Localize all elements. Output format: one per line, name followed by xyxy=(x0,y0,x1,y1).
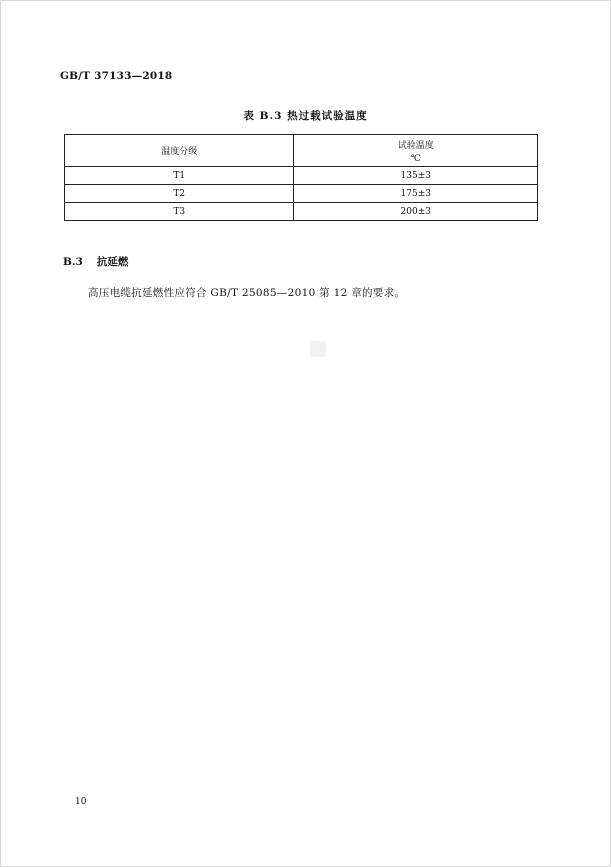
temperature-cell: 200±3 xyxy=(294,203,538,221)
header-cell-grade xyxy=(65,135,294,167)
grade-cell: T2 xyxy=(65,185,294,203)
section-title: 抗延燃 xyxy=(96,256,129,268)
section-body-text: 高压电缆抗延燃性应符合 GB/T 25085—2010 第 12 章的要求。 xyxy=(88,287,406,299)
table-row xyxy=(65,203,538,221)
page-number: 10 xyxy=(75,797,87,807)
table-row xyxy=(65,185,538,203)
section-heading xyxy=(63,254,128,269)
watermark-mark xyxy=(310,341,326,357)
table-header-row xyxy=(65,135,538,167)
header-cell-temperature xyxy=(294,135,538,167)
header-grade-label: 温度分级 xyxy=(161,147,198,157)
section-number: B.3 xyxy=(63,256,83,268)
table-title: 表 B.3 热过载试验温度 xyxy=(243,110,368,122)
temperature-cell: 175±3 xyxy=(294,185,538,203)
temperature-cell: 135±3 xyxy=(294,167,538,185)
grade-cell: T1 xyxy=(65,167,294,185)
standard-number: GB/T 37133—2018 xyxy=(60,70,173,82)
thermal-overload-table xyxy=(64,134,538,221)
grade-cell: T3 xyxy=(65,203,294,221)
table-row xyxy=(65,167,538,185)
header-temperature-unit: ℃ xyxy=(410,153,421,164)
header-temperature-label: 试验温度 xyxy=(397,140,434,151)
